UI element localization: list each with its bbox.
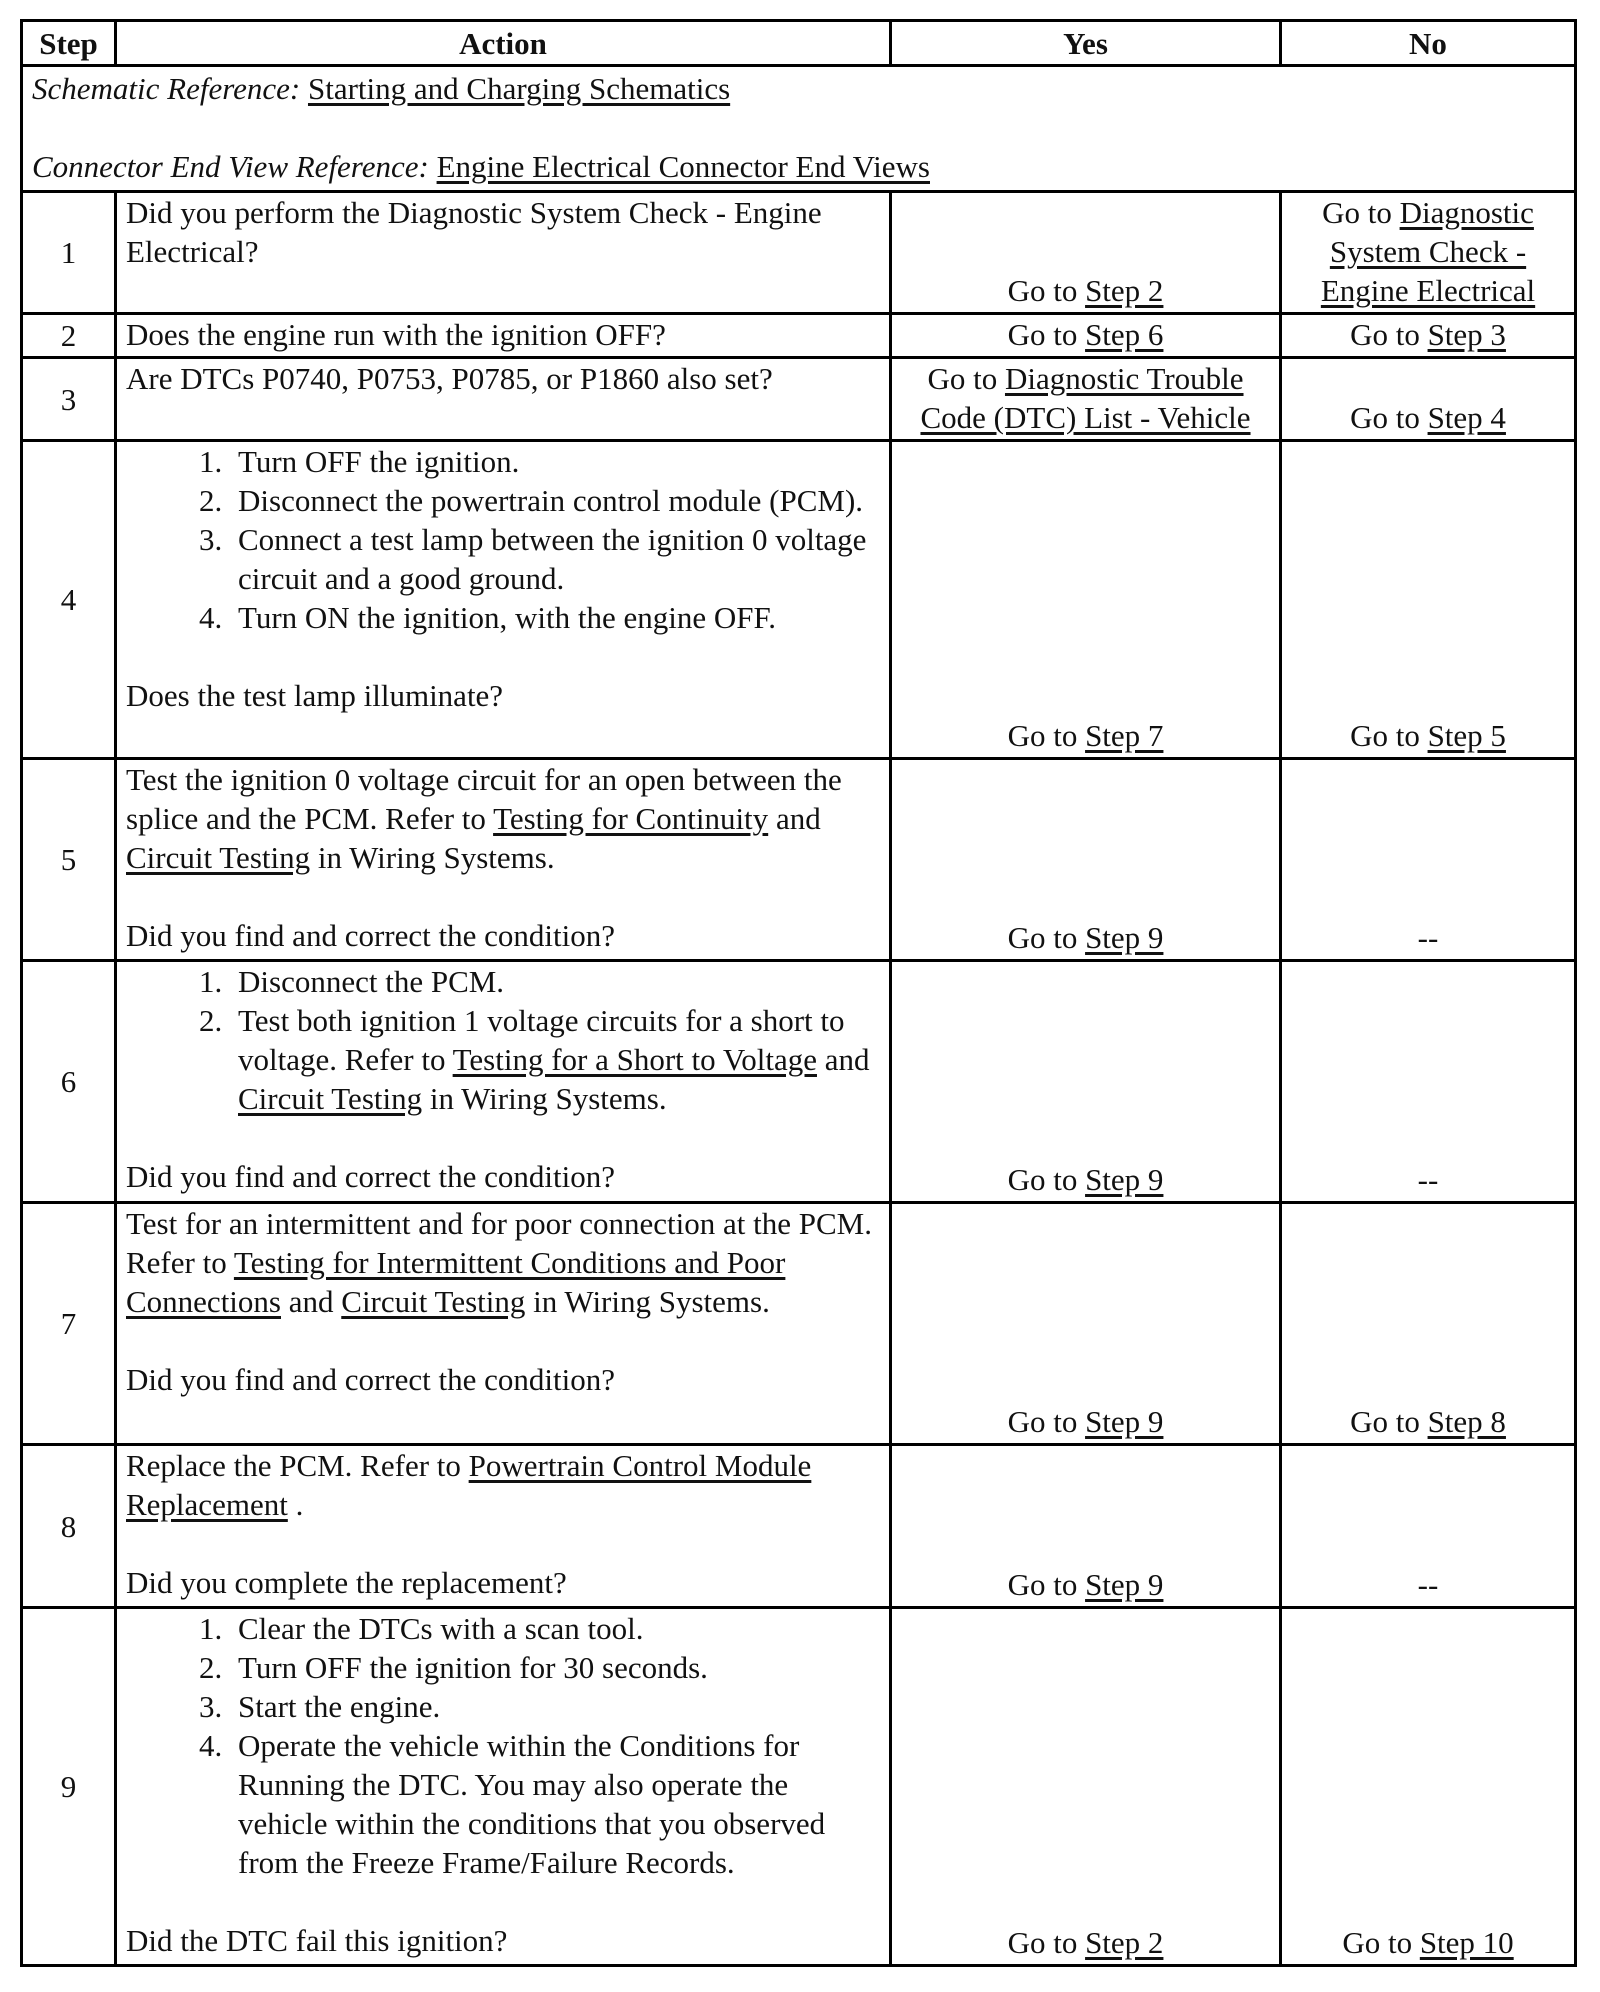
action-cell [116, 1203, 891, 1445]
goto-prefix: Go to [1350, 400, 1428, 435]
no-link[interactable]: Step 3 [1427, 317, 1506, 352]
goto-prefix: Go to [1350, 718, 1428, 753]
table-row-step-2 [22, 314, 1576, 358]
action-cell [116, 358, 891, 441]
list-item: 2. Turn OFF the ignition for 30 seconds. [230, 1648, 880, 1687]
table-row-step-7 [22, 1203, 1576, 1445]
instruction-list [126, 1609, 880, 1882]
list-item: 3. Connect a test lamp between the ignition 0 voltage circuit and a good ground. [230, 520, 880, 598]
schematic-reference-label: Schematic Reference: [32, 71, 301, 106]
list-item: 3. Start the engine. [230, 1687, 880, 1726]
yes-cell [891, 314, 1281, 358]
circuit-testing-link[interactable]: Circuit Testing [126, 840, 311, 875]
list-item: 4. Operate the vehicle within the Conditions for Running the DTC. You may also operate the vehicle within the conditions that you observed from the Freeze Frame/Failure Records. [230, 1726, 880, 1882]
list-item: 1. Disconnect the PCM. [230, 962, 880, 1001]
goto-prefix: Go to [1007, 920, 1086, 955]
connector-reference-label: Connector End View Reference: [32, 149, 429, 184]
action-text: Test the ignition 0 voltage circuit for an open between the splice and the PCM. Refer to [126, 762, 842, 836]
question-text: Did you complete the replacement? [126, 1565, 567, 1600]
no-dash: -- [1417, 1162, 1439, 1197]
no-cell [1281, 192, 1576, 314]
continuity-link[interactable]: Testing for Continuity [493, 801, 769, 836]
step-number: 4 [22, 441, 116, 759]
no-cell [1281, 1203, 1576, 1445]
action-text: and [768, 801, 821, 836]
step-number: 9 [22, 1608, 116, 1966]
step-number: 2 [22, 314, 116, 358]
schematic-reference-link[interactable]: Starting and Charging Schematics [307, 71, 731, 106]
no-cell [1281, 1608, 1576, 1966]
goto-prefix: Go to [1007, 1404, 1086, 1439]
connector-reference [32, 147, 1565, 186]
yes-link[interactable]: Step 2 [1085, 273, 1164, 308]
goto-prefix: Go to [1007, 273, 1086, 308]
connector-reference-link[interactable]: Engine Electrical Connector End Views [436, 149, 930, 184]
question-text: Does the test lamp illuminate? [126, 678, 504, 713]
step-number: 1 [22, 192, 116, 314]
action-cell [116, 1445, 891, 1608]
action-text: Test for an intermittent and for poor connection at the PCM. Refer to [126, 1206, 872, 1280]
action-paragraph [126, 760, 880, 877]
yes-link[interactable]: Diagnostic Trouble Code (DTC) List - Vehicle [920, 361, 1251, 435]
table-row-step-1 [22, 192, 1576, 314]
no-link[interactable]: Step 5 [1427, 718, 1506, 753]
yes-cell [891, 1203, 1281, 1445]
goto-prefix: Go to [1007, 1567, 1086, 1602]
yes-cell [891, 1445, 1281, 1608]
yes-link[interactable]: Step 6 [1085, 317, 1164, 352]
action-cell [116, 441, 891, 759]
no-link[interactable]: Step 10 [1419, 1925, 1514, 1960]
list-item: 4. Turn ON the ignition, with the engine OFF. [230, 598, 880, 637]
reference-cell [22, 66, 1576, 192]
yes-cell [891, 192, 1281, 314]
table-row-step-5 [22, 759, 1576, 961]
action-text: Did you perform the Diagnostic System Check - Engine Electrical? [126, 195, 822, 269]
yes-link[interactable]: Step 9 [1085, 1404, 1164, 1439]
yes-link[interactable]: Step 2 [1085, 1925, 1164, 1960]
list-item: 1. Turn OFF the ignition. [230, 442, 880, 481]
action-paragraph [126, 1446, 880, 1524]
goto-prefix: Go to [1007, 718, 1086, 753]
no-cell [1281, 441, 1576, 759]
table-row-step-4 [22, 441, 1576, 759]
action-cell [116, 192, 891, 314]
goto-prefix: Go to [1350, 1404, 1428, 1439]
question-text: Did the DTC fail this ignition? [126, 1923, 508, 1958]
question-text: Did you find and correct the condition? [126, 1362, 615, 1397]
yes-cell [891, 759, 1281, 961]
table-row-step-9 [22, 1608, 1576, 1966]
circuit-testing-link[interactable]: Circuit Testing [341, 1284, 526, 1319]
goto-prefix: Go to [1322, 195, 1400, 230]
header-yes: Yes [891, 21, 1281, 66]
no-link[interactable]: Step 8 [1427, 1404, 1506, 1439]
diagnostic-document [20, 19, 1574, 1967]
goto-prefix: Go to [1007, 317, 1086, 352]
action-cell [116, 1608, 891, 1966]
yes-cell [891, 1608, 1281, 1966]
no-cell [1281, 759, 1576, 961]
yes-link[interactable]: Step 7 [1085, 718, 1164, 753]
pcm-replacement-link[interactable]: Powertrain Control Module Replacement [126, 1448, 812, 1522]
action-text: in Wiring Systems. [525, 1284, 770, 1319]
goto-prefix: Go to [927, 361, 1005, 396]
action-text: Does the engine run with the ignition OFF? [126, 317, 666, 352]
question-text: Did you find and correct the condition? [126, 1159, 615, 1194]
table-row-step-8 [22, 1445, 1576, 1608]
action-text: in Wiring Systems. [422, 1081, 667, 1116]
yes-cell [891, 961, 1281, 1203]
no-cell [1281, 314, 1576, 358]
no-link[interactable]: Step 4 [1427, 400, 1506, 435]
no-cell [1281, 1445, 1576, 1608]
list-item: 1. Clear the DTCs with a scan tool. [230, 1609, 880, 1648]
yes-cell [891, 358, 1281, 441]
goto-prefix: Go to [1342, 1925, 1420, 1960]
list-item: 2. Disconnect the powertrain control module (PCM). [230, 481, 880, 520]
step-number: 7 [22, 1203, 116, 1445]
circuit-testing-link[interactable]: Circuit Testing [238, 1081, 423, 1116]
question-text: Did you find and correct the condition? [126, 918, 615, 953]
action-text: and [281, 1284, 342, 1319]
goto-prefix: Go to [1007, 1162, 1086, 1197]
schematic-reference [32, 69, 1565, 108]
yes-cell [891, 441, 1281, 759]
action-cell [116, 314, 891, 358]
table-row-step-3 [22, 358, 1576, 441]
header-action: Action [116, 21, 891, 66]
list-item [230, 1001, 880, 1118]
header-row [22, 21, 1576, 66]
action-text: Replace the PCM. Refer to [126, 1448, 469, 1483]
goto-prefix: Go to [1007, 1925, 1086, 1960]
no-link[interactable]: Diagnostic System Check - Engine Electrical [1320, 195, 1536, 308]
instruction-list [126, 442, 880, 637]
action-text: Test both ignition 1 voltage circuits for a short to voltage. Refer to [238, 1003, 845, 1077]
no-dash: -- [1417, 1567, 1439, 1602]
action-text: Are DTCs P0740, P0753, P0785, or P1860 also set? [126, 361, 773, 396]
yes-link[interactable]: Step 9 [1085, 1567, 1164, 1602]
header-no: No [1281, 21, 1576, 66]
step-number: 8 [22, 1445, 116, 1608]
intermittent-conditions-link[interactable]: Testing for Intermittent Conditions and Poor Connections [126, 1245, 786, 1319]
action-paragraph [126, 1204, 880, 1321]
goto-prefix: Go to [1350, 317, 1428, 352]
action-text: in Wiring Systems. [310, 840, 555, 875]
step-number: 6 [22, 961, 116, 1203]
reference-row [22, 66, 1576, 192]
action-cell [116, 961, 891, 1203]
no-cell [1281, 961, 1576, 1203]
action-text: . [287, 1487, 304, 1522]
yes-link[interactable]: Step 9 [1085, 1162, 1164, 1197]
table-row-step-6 [22, 961, 1576, 1203]
no-dash: -- [1417, 920, 1439, 955]
short-to-voltage-link[interactable]: Testing for a Short to Voltage [452, 1042, 817, 1077]
action-text: and [816, 1042, 870, 1077]
step-number: 3 [22, 358, 116, 441]
step-number: 5 [22, 759, 116, 961]
header-step: Step [22, 21, 116, 66]
no-cell [1281, 358, 1576, 441]
yes-link[interactable]: Step 9 [1085, 920, 1164, 955]
diagnostic-table [20, 19, 1577, 1967]
action-cell [116, 759, 891, 961]
instruction-list [126, 962, 880, 1118]
